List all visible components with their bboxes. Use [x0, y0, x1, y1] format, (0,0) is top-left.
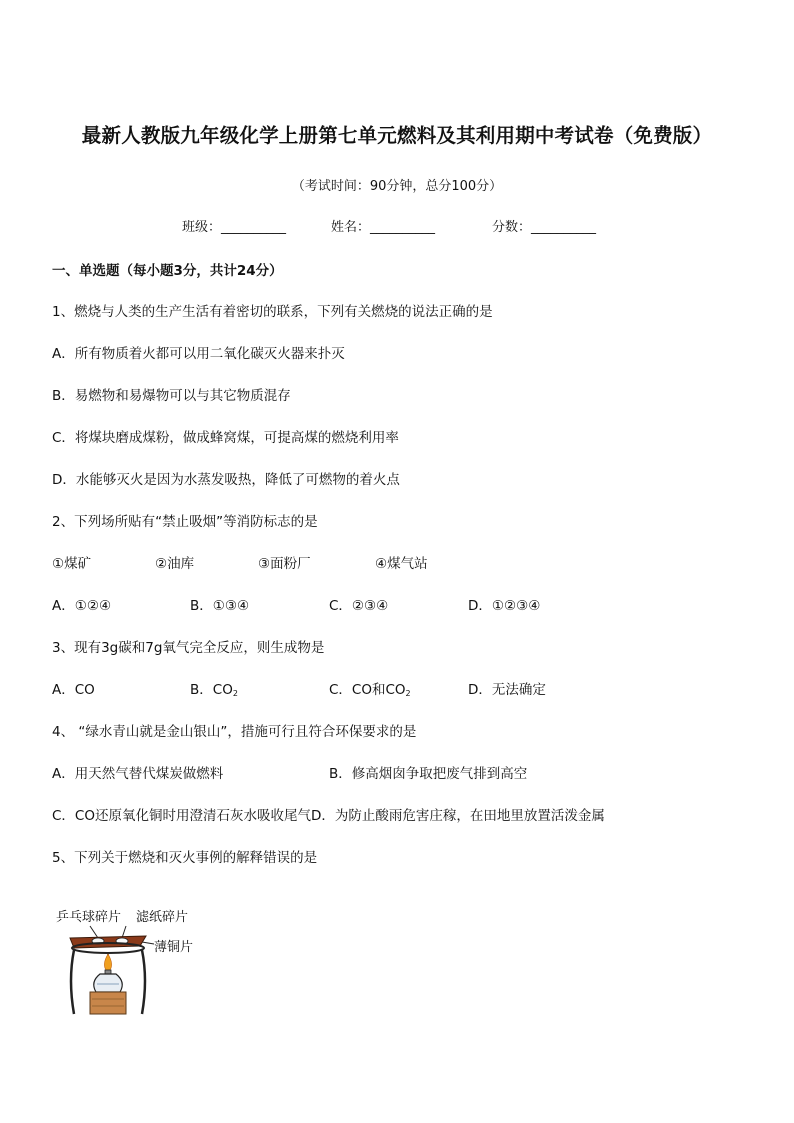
question-2-item-1: ①煤矿 — [52, 556, 92, 572]
question-2-item-2: ②油库 — [155, 556, 195, 572]
question-2-option-a: A．①②④ — [52, 598, 112, 614]
copper-pointer-line — [142, 942, 154, 944]
question-4-option-cd: C．CO还原氧化铜时用澄清石灰水吸收尾气D．为防止酸雨危害庄稼，在田地里放置活泼金属 — [52, 808, 605, 824]
question-1-stem: 1、燃烧与人类的生产生活有着密切的联系，下列有关燃烧的说法正确的是 — [52, 304, 493, 320]
name-field: 姓名：__________ — [331, 220, 436, 235]
question-2-item-4: ④煤气站 — [375, 556, 428, 572]
question-1-option-b: B．易燃物和易爆物可以与其它物质混存 — [52, 388, 291, 404]
figure-label-filter: 滤纸碎片 — [136, 910, 189, 925]
question-4-option-a: A．用天然气替代煤炭做燃料 — [52, 766, 224, 782]
question-1-option-d: D．水能够灭火是因为水蒸发吸热，降低了可燃物的着火点 — [52, 472, 400, 488]
question-2-item-3: ③面粉厂 — [258, 556, 311, 572]
question-3-option-b-text: B．CO — [190, 682, 233, 698]
tripod-leg-left — [71, 950, 74, 1014]
combustion-apparatus-figure — [60, 922, 170, 1018]
question-3-option-c-subscript: 2 — [405, 689, 411, 698]
question-3-option-c — [329, 678, 411, 698]
pingpong-pointer-line — [90, 926, 98, 938]
question-3-option-c-text: C．CO和CO — [329, 682, 406, 698]
question-3-option-b — [190, 678, 238, 698]
question-3-stem: 3、现有3g碳和7g氧气完全反应，则生成物是 — [52, 640, 325, 656]
question-1-option-a: A．所有物质着火都可以用二氧化碳灭火器来扑灭 — [52, 346, 345, 362]
question-5-stem: 5、下列关于燃烧和灭火事例的解释错误的是 — [52, 850, 318, 866]
question-3-option-a: A．CO — [52, 682, 95, 698]
section-heading: 一、单选题（每小题3分，共计24分） — [52, 263, 283, 279]
question-1-option-c: C．将煤块磨成煤粉，做成蜂窝煤，可提高煤的燃烧利用率 — [52, 430, 399, 446]
class-field: 班级：__________ — [182, 220, 287, 235]
question-2-stem: 2、下列场所贴有“禁止吸烟”等消防标志的是 — [52, 514, 318, 530]
question-2-option-c: C．②③④ — [329, 598, 389, 614]
question-3-option-d: D．无法确定 — [468, 682, 546, 698]
score-field: 分数：__________ — [492, 220, 597, 235]
figure-label-pingpong: 乒乓球碎片 — [56, 910, 122, 925]
figure-label-copper: 薄铜片 — [154, 940, 194, 955]
question-3-option-b-subscript: 2 — [232, 689, 238, 698]
wooden-block — [90, 992, 126, 1014]
tripod-leg-right — [142, 950, 145, 1014]
exam-subtitle: （考试时间：90分钟，总分100分） — [291, 179, 503, 194]
page-title: 最新人教版九年级化学上册第七单元燃料及其利用期中考试卷（免费版） — [81, 124, 713, 147]
question-4-stem: 4、 “绿水青山就是金山银山”，措施可行且符合环保要求的是 — [52, 724, 417, 740]
question-4-option-b: B．修高烟囱争取把废气排到高空 — [329, 766, 528, 782]
question-2-option-b: B．①③④ — [190, 598, 250, 614]
question-2-option-d: D．①②③④ — [468, 598, 541, 614]
alcohol-lamp-body — [94, 974, 123, 992]
burner-flame — [104, 954, 111, 971]
